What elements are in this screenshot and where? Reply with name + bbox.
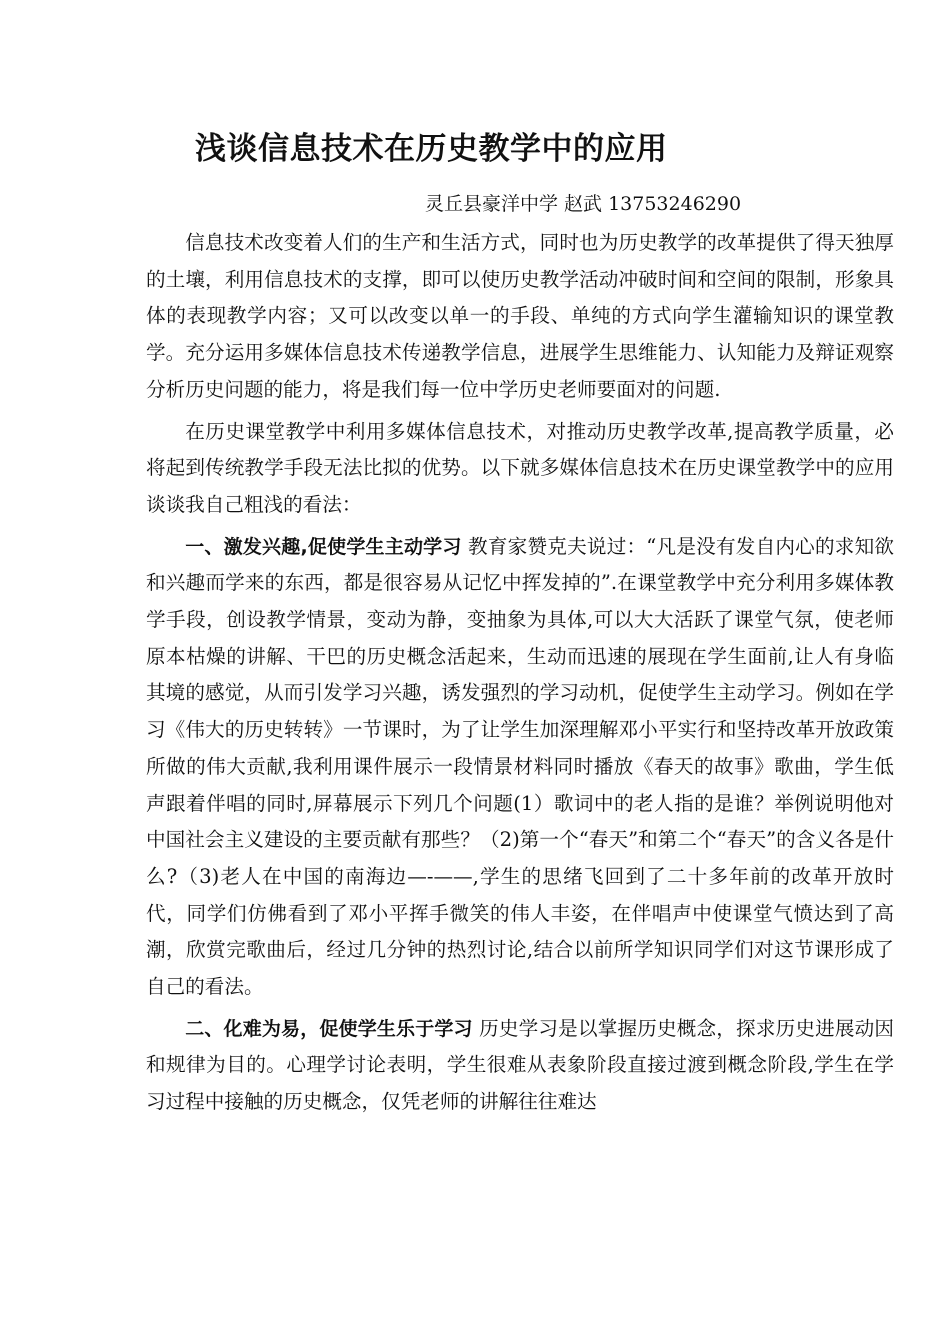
body-paragraph bbox=[146, 414, 894, 524]
paragraph-text: 教育家赞克夫说过：“凡是没有发自内心的求知欲和兴趣而学来的东西，都是很容易从记忆中挥发掉的”.在课堂教学中充分利用多媒体教学手段，创设教学情景，变动为静，变抽象为具体,可以大大活跃了课堂气氛，使老师原本枯燥的讲解、干巴的历史概念活起来，生动而迅速的展现在学生面前,让人有身临其境的感觉，从而引发学习兴趣，诱发强烈的学习动机，促使学生主动学习。例如在学习《伟大的历史转转》一节课时，为了让学生加深理解邓小平实行和坚持改革开放政策所做的伟大贡献,我利用课件展示一段情景材料同时播放《春天的故事》歌曲，学生低声跟着伴唱的同时,屏幕展示下列几个问题(1）歌词中的老人指的是谁？举例说明他对中国社会主义建设的主要贡献有那些？（2)第一个“春天”和第二个“春天”的含义各是什么?（3)老人在中国的南海边—-——,学生的思绪飞回到了二十多年前的改革开放时代，同学们仿佛看到了邓小平挥手微笑的伟人丰姿，在伴唱声中使课堂气愤达到了高潮，欣赏完歌曲后，经过几分钟的热烈讨论,结合以前所学知识同学们对这节课形成了自己的看法。 bbox=[146, 534, 895, 999]
author-line: 灵丘县豪洋中学 赵武 13753246290 bbox=[425, 193, 742, 215]
section-heading: 二、化难为易，促使学生乐于学习 bbox=[185, 1017, 473, 1040]
document-body bbox=[146, 225, 894, 1121]
body-paragraph bbox=[146, 529, 894, 1006]
paragraph-text: 历史学习是以掌握历史概念，探求历史进展动因和规律为目的。心理学讨论表明，学生很难从表象阶段直接过渡到概念阶段,学生在学习过程中接触的历史概念，仅凭老师的讲解往往难达 bbox=[146, 1016, 894, 1114]
paragraph-text: 信息技术改变着人们的生产和生活方式，同时也为历史教学的改革提供了得天独厚的土壤，利用信息技术的支撑，即可以使历史教学活动冲破时间和空间的限制，形象具体的表现教学内容；又可以改变以单一的手段、单纯的方式向学生灌输知识的课堂教学。充分运用多媒体信息技术传递教学信息，进展学生思维能力、认知能力及辩证观察分析历史问题的能力，将是我们每一位中学历史老师要面对的问题. bbox=[146, 231, 894, 401]
paragraph-text: 在历史课堂教学中利用多媒体信息技术，对推动历史教学改革,提高教学质量，必将起到传统教学手段无法比拟的优势。以下就多媒体信息技术在历史课堂教学中的应用谈谈我自己粗浅的看法： bbox=[146, 419, 894, 516]
body-paragraph bbox=[146, 225, 894, 409]
document-title: 浅谈信息技术在历史教学中的应用 bbox=[195, 131, 668, 167]
body-paragraph bbox=[146, 1011, 894, 1121]
section-heading: 一、激发兴趣,促使学生主动学习 bbox=[185, 535, 462, 558]
